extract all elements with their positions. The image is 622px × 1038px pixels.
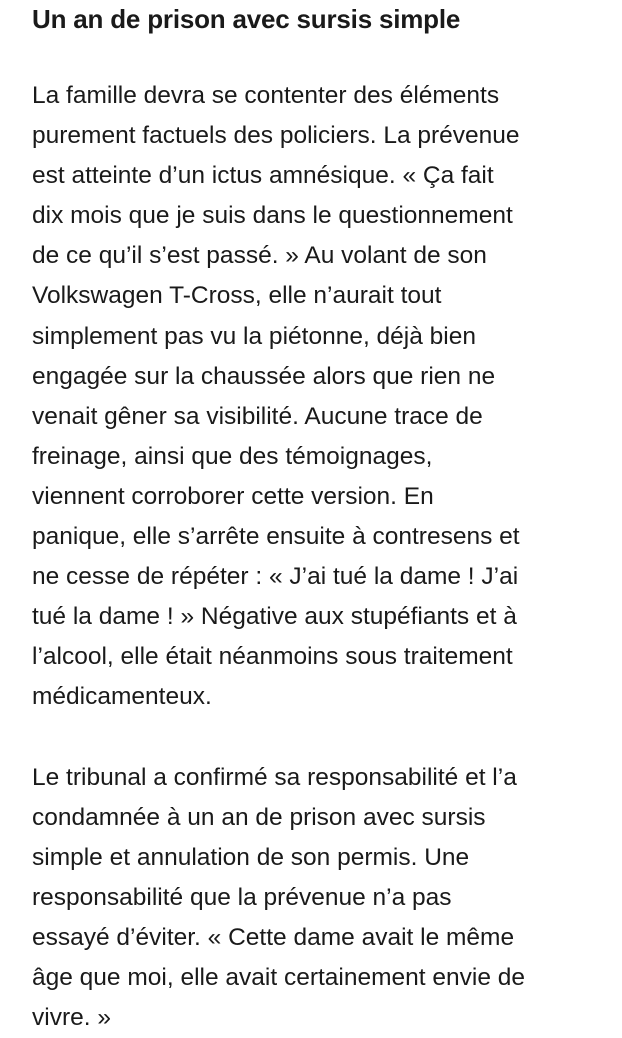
text-line: âge que moi, elle avait certainement envie de xyxy=(32,958,592,998)
article xyxy=(32,0,592,1038)
text-line: simple et annulation de son permis. Une xyxy=(32,838,592,878)
text-line: simplement pas vu la piétonne, déjà bien xyxy=(32,317,592,357)
text-line: viennent corroborer cette version. En xyxy=(32,477,592,517)
text-line: ne cesse de répéter : « J’ai tué la dame ! J’ai xyxy=(32,557,592,597)
text-line: de ce qu’il s’est passé. » Au volant de son xyxy=(32,236,592,276)
text-line: panique, elle s’arrête ensuite à contresens et xyxy=(32,517,592,557)
paragraph-1 xyxy=(32,76,592,718)
paragraph-2 xyxy=(32,758,592,1038)
text-line: venait gêner sa visibilité. Aucune trace de xyxy=(32,397,592,437)
text-line: médicamenteux. xyxy=(32,677,592,717)
section-heading: Un an de prison avec sursis simple xyxy=(32,2,592,36)
text-line: condamnée à un an de prison avec sursis xyxy=(32,798,592,838)
text-line: La famille devra se contenter des éléments xyxy=(32,76,592,116)
text-line: est atteinte d’un ictus amnésique. « Ça fait xyxy=(32,156,592,196)
text-line: Volkswagen T-Cross, elle n’aurait tout xyxy=(32,276,592,316)
text-line: responsabilité que la prévenue n’a pas xyxy=(32,878,592,918)
text-line: vivre. » xyxy=(32,998,592,1038)
text-line: l’alcool, elle était néanmoins sous traitement xyxy=(32,637,592,677)
text-line: purement factuels des policiers. La prévenue xyxy=(32,116,592,156)
text-line: tué la dame ! » Négative aux stupéfiants et à xyxy=(32,597,592,637)
text-line: freinage, ainsi que des témoignages, xyxy=(32,437,592,477)
text-line: engagée sur la chaussée alors que rien ne xyxy=(32,357,592,397)
text-line: Le tribunal a confirmé sa responsabilité et l’a xyxy=(32,758,592,798)
text-line: dix mois que je suis dans le questionnement xyxy=(32,196,592,236)
text-line: essayé d’éviter. « Cette dame avait le même xyxy=(32,918,592,958)
